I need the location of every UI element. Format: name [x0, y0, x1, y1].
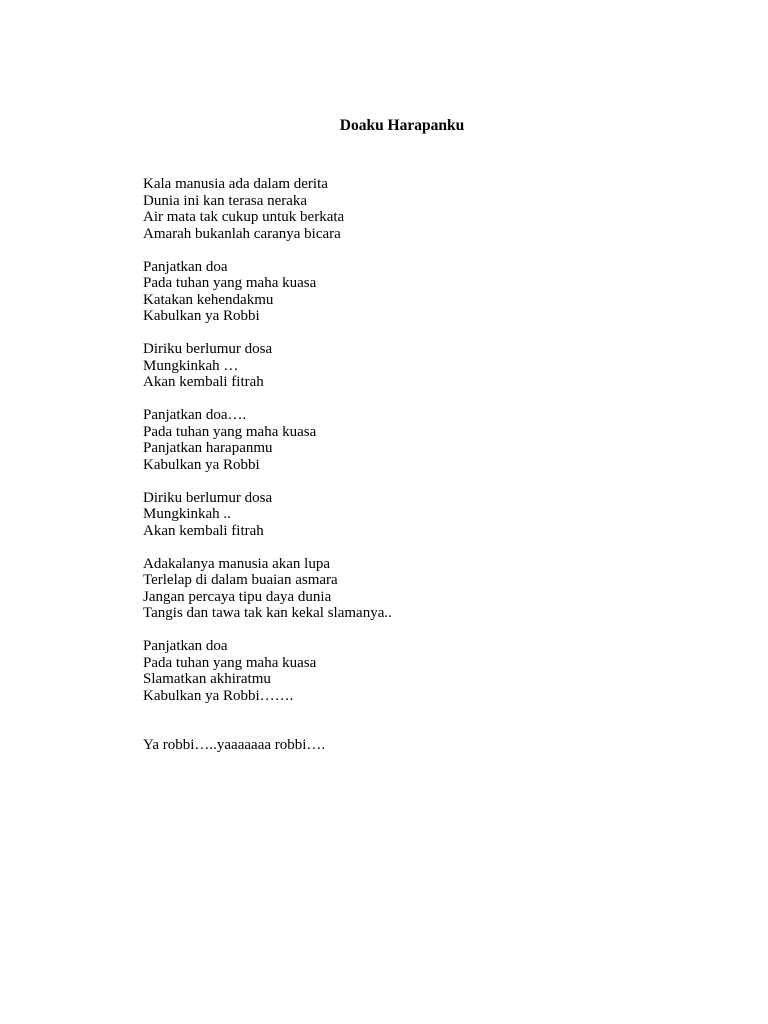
poem-line: Diriku berlumur dosa [143, 489, 273, 506]
stanza-8 [143, 737, 703, 754]
stanza-4 [143, 407, 703, 473]
poem-line: Mungkinkah .. [143, 506, 231, 522]
stanza-spacer [143, 473, 703, 490]
poem-line: Kabulkan ya Robbi [143, 456, 260, 473]
poem-line: Kabulkan ya Robbi [143, 308, 260, 324]
poem-line: Air mata tak cukup untuk berkata [143, 209, 345, 225]
poem-line: Terlelap di dalam buaian asmara [143, 572, 338, 588]
poem-line: Ya robbi…..yaaaaaaa robbi…. [143, 737, 326, 753]
stanza-spacer [143, 391, 703, 408]
poem-line: Akan kembali fitrah [143, 374, 264, 390]
poem-line: Kabulkan ya Robbi……. [143, 687, 294, 704]
stanza-2 [143, 259, 703, 325]
poem-line: Adakalanya manusia akan lupa [143, 555, 331, 572]
poem-line: Panjatkan doa…. [143, 407, 247, 423]
poem-line: Diriku berlumur dosa [143, 341, 273, 357]
poem-line: Katakan kehendakmu [143, 291, 274, 308]
poem-line: Pada tuhan yang maha kuasa [143, 654, 317, 671]
stanza-7 [143, 638, 703, 704]
stanza-6 [143, 556, 703, 622]
poem-line: Pada tuhan yang maha kuasa [143, 423, 317, 440]
poem-line: Dunia ini kan terasa neraka [143, 192, 308, 209]
poem-line: Pada tuhan yang maha kuasa [143, 275, 317, 291]
poem-line: Tangis dan tawa tak kan kekal slamanya.. [143, 605, 392, 621]
stanza-spacer [143, 539, 703, 556]
stanza-spacer [143, 242, 703, 259]
poem-line: Akan kembali fitrah [143, 522, 264, 539]
poem-line: Panjatkan harapanmu [143, 440, 273, 456]
poem-body [143, 176, 703, 754]
stanza-spacer [143, 622, 703, 639]
poem-line: Slamatkan akhiratmu [143, 671, 271, 687]
poem-line: Mungkinkah … [143, 357, 239, 374]
poem-line: Amarah bukanlah caranya bicara [143, 225, 341, 242]
poem-line: Panjatkan doa [143, 638, 228, 654]
poem-line: Panjatkan doa [143, 258, 228, 275]
stanza-spacer [143, 704, 703, 737]
stanza-1 [143, 176, 703, 242]
stanza-spacer [143, 325, 703, 342]
stanza-3 [143, 341, 703, 391]
poem-line: Jangan percaya tipu daya dunia [143, 588, 332, 605]
stanza-5 [143, 490, 703, 540]
poem-line: Kala manusia ada dalam derita [143, 176, 328, 192]
poem-title: Doaku Harapanku [339, 117, 465, 134]
